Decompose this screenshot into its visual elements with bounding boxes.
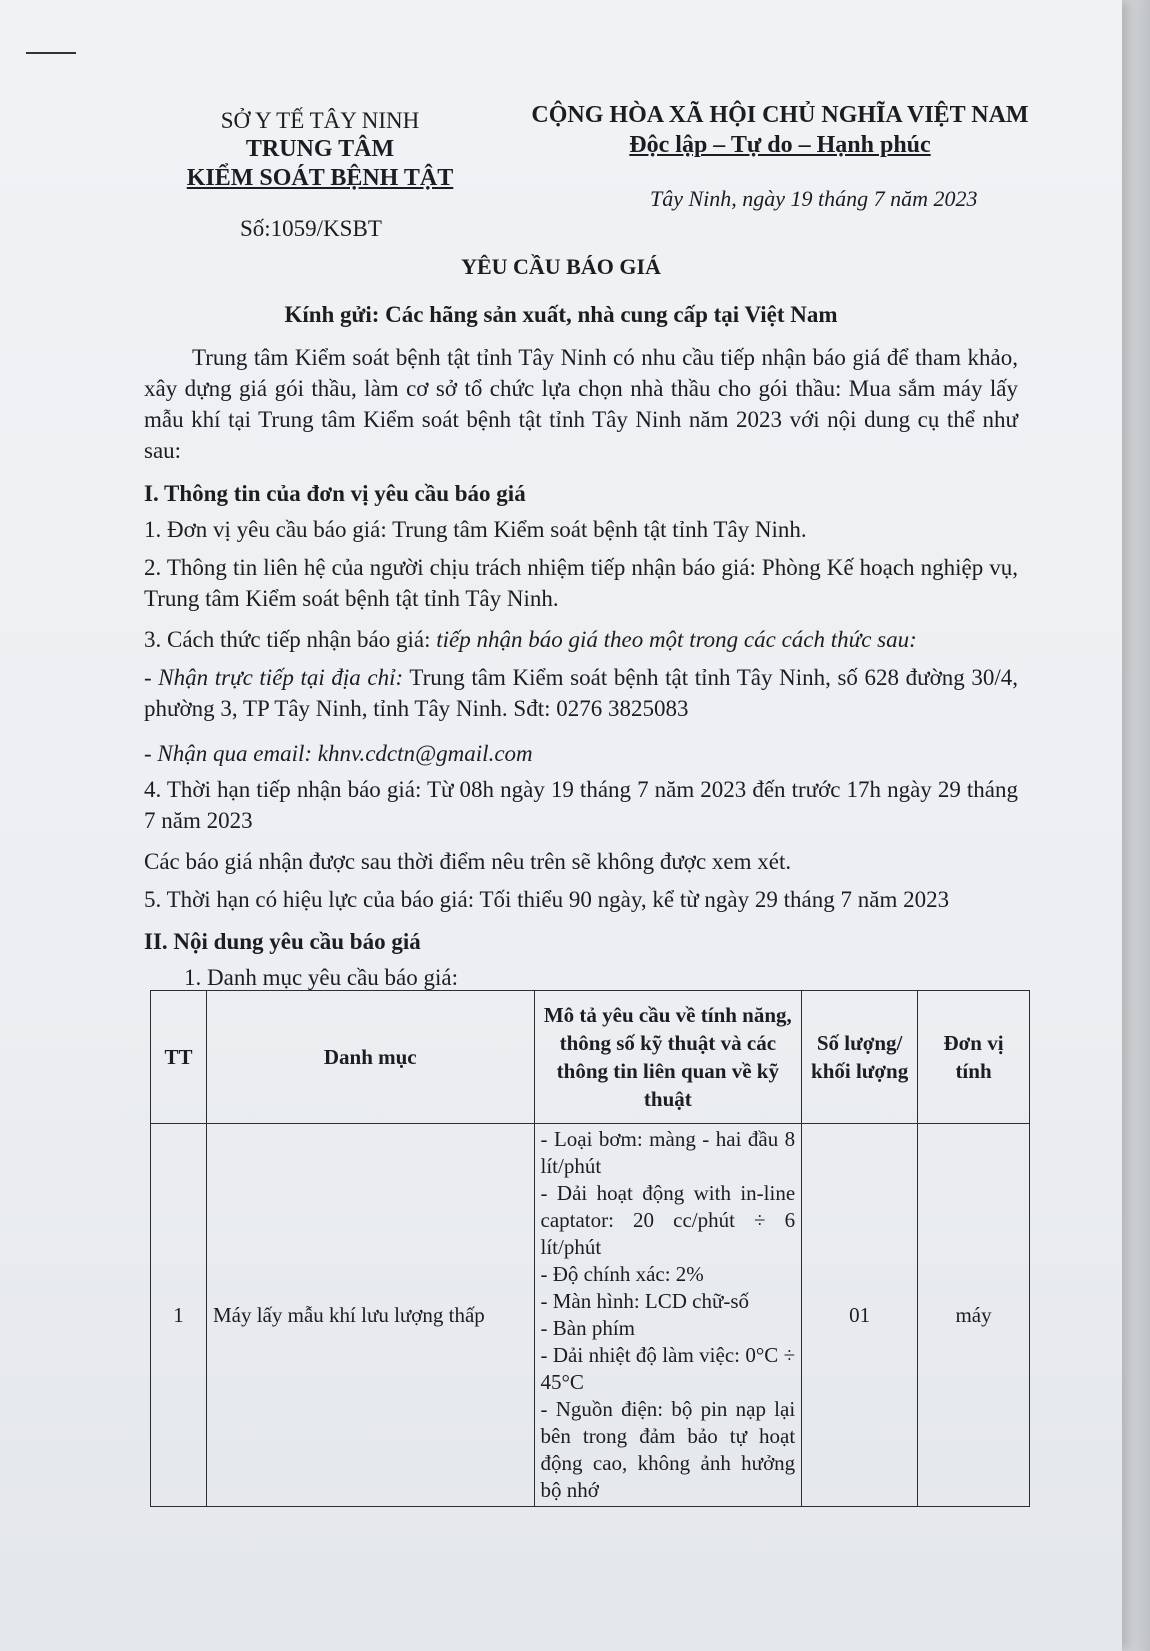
desc-pump-type: - Loại bơm: màng - hai đầu 8 lít/phút <box>540 1127 796 1178</box>
header-item-name: Danh mục <box>206 991 534 1124</box>
header-tt: TT <box>151 991 207 1124</box>
quotation-request-table <box>150 990 1030 1507</box>
recipient-line: Kính gửi: Các hãng sản xuất, nhà cung cấp tại Việt Nam <box>284 302 838 327</box>
section-1-item-2: 2. Thông tin liên hệ của người chịu trách nhiệm tiếp nhận báo giá: Phòng Kế hoạch nghiệp vụ, Trung tâm Kiểm soát bệnh tật tỉnh Tây Ninh. <box>144 555 1018 611</box>
desc-operating-range: - Dải hoạt động with in-line captator: 20 cc/phút ÷ 6 lít/phút <box>540 1181 796 1259</box>
desc-accuracy: - Độ chính xác: 2% <box>540 1262 704 1286</box>
table-header-row <box>151 991 1030 1124</box>
section-1-item-1: 1. Đơn vị yêu cầu báo giá: Trung tâm Kiểm soát bệnh tật tỉnh Tây Ninh. <box>144 517 807 542</box>
under-sheet <box>1122 0 1150 1651</box>
country-name: CỘNG HÒA XÃ HỘI CHỦ NGHĨA VIỆT NAM <box>531 102 1029 128</box>
row-description <box>534 1124 802 1507</box>
header-description: Mô tả yêu cầu về tính năng, thông số kỹ thuật và các thông tin liên quan về kỹ thuật <box>534 991 802 1124</box>
intro-paragraph: Trung tâm Kiểm soát bệnh tật tỉnh Tây Ninh có nhu cầu tiếp nhận báo giá để tham khảo, xây dựng giá gói thầu, làm cơ sở tổ chức lựa chọn nhà thầu cho gói thầu: Mua sắm máy lấy mẫu khí tại Trung tâm Kiểm soát bệnh tật tỉnh Tây Ninh năm 2023 với nội dung cụ thể như sau: <box>144 345 1018 463</box>
pen-mark <box>26 52 76 54</box>
direct-delivery-line <box>144 662 1018 724</box>
section-1-heading: I. Thông tin của đơn vị yêu cầu báo giá <box>144 481 526 506</box>
direct-address: Trung tâm Kiểm soát bệnh tật tỉnh Tây Ninh, số 628 đường 30/4, phường 3, TP Tây Ninh, tỉnh Tây Ninh. Sđt: 0276 3825083 <box>144 665 1018 721</box>
header-unit: Đơn vị tính <box>918 991 1030 1124</box>
header-quantity: Số lượng/ khối lượng <box>802 991 918 1124</box>
section-1-item-5: 5. Thời hạn có hiệu lực của báo giá: Tối thiểu 90 ngày, kể từ ngày 29 tháng 7 năm 2023 <box>144 887 950 912</box>
row-item-name: Máy lấy mẫu khí lưu lượng thấp <box>206 1124 534 1507</box>
item-3-prefix: 3. Cách thức tiếp nhận báo giá: <box>144 627 437 652</box>
desc-temperature-range: - Dải nhiệt độ làm việc: 0°C ÷ 45°C <box>540 1343 796 1394</box>
row-unit: máy <box>918 1124 1030 1507</box>
motto: Độc lập – Tự do – Hạnh phúc <box>629 132 931 158</box>
late-quote-note: Các báo giá nhận được sau thời điểm nêu trên sẽ không được xem xét. <box>144 849 792 874</box>
document-title: YÊU CẦU BÁO GIÁ <box>461 254 661 279</box>
issue-date: Tây Ninh, ngày 19 tháng 7 năm 2023 <box>650 186 978 211</box>
item-3-italic: tiếp nhận báo giá theo một trong các cách thức sau: <box>436 627 917 652</box>
national-header <box>500 100 1060 160</box>
desc-keyboard: - Bàn phím <box>540 1316 635 1340</box>
issuing-agency-block <box>160 106 480 193</box>
document-number: Số:1059/KSBT <box>240 216 382 241</box>
section-1-item-3 <box>144 624 1018 655</box>
row-tt: 1 <box>151 1124 207 1507</box>
table-row <box>151 1124 1030 1507</box>
row-quantity: 01 <box>802 1124 918 1507</box>
section-2-item-1: 1. Danh mục yêu cầu báo giá: <box>184 965 458 990</box>
section-2-heading: II. Nội dung yêu cầu báo giá <box>144 929 421 954</box>
desc-display: - Màn hình: LCD chữ-số <box>540 1289 750 1313</box>
section-1-item-4: 4. Thời hạn tiếp nhận báo giá: Từ 08h ngày 19 tháng 7 năm 2023 đến trước 17h ngày 29 tháng 7 năm 2023 <box>144 777 1018 833</box>
email-line: - Nhận qua email: khnv.cdctn@gmail.com <box>144 741 533 766</box>
center-name-line2: KIỂM SOÁT BỆNH TẬT <box>186 165 454 191</box>
desc-power-source: - Nguồn điện: bộ pin nạp lại bên trong đảm bảo tự hoạt động cao, không ảnh hưởng bộ nhớ <box>540 1397 796 1502</box>
direct-label: - Nhận trực tiếp tại địa chỉ: <box>144 665 404 690</box>
center-name-line1: TRUNG TÂM <box>245 136 395 162</box>
department-name: SỞ Y TẾ TÂY NINH <box>220 108 420 133</box>
